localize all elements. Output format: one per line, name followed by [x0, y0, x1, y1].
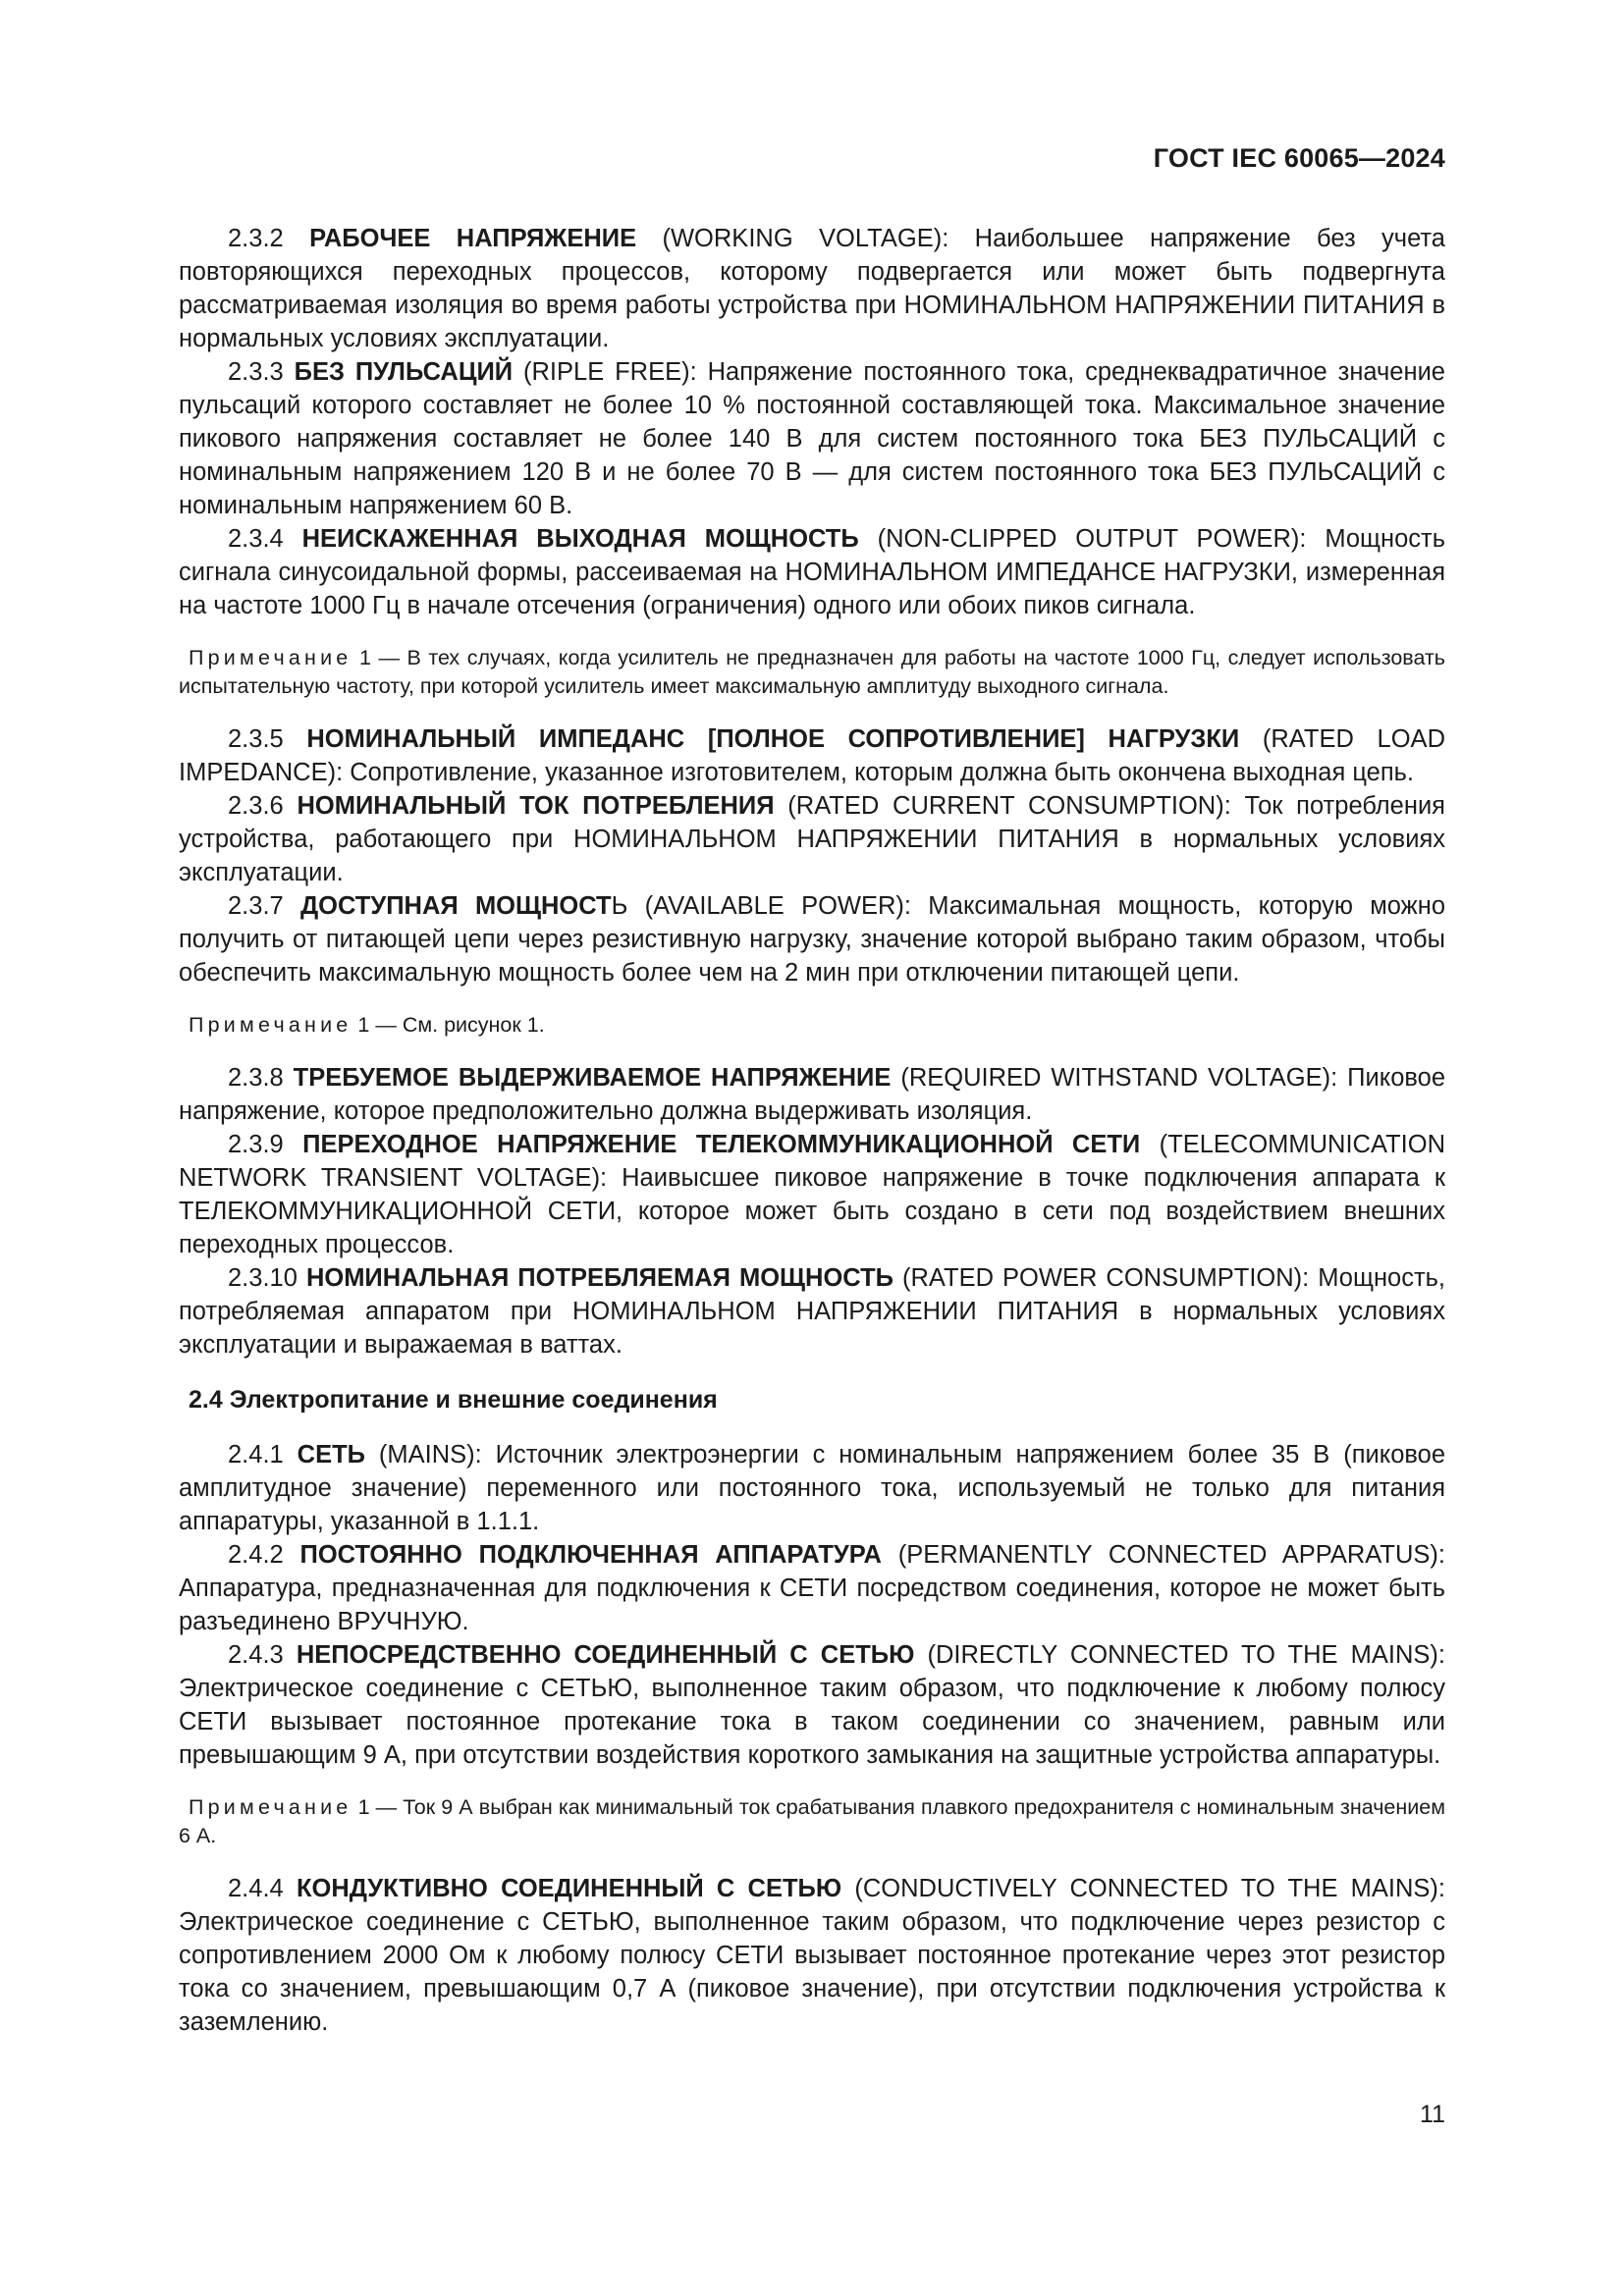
definition-text: (REQUIRED WITHSTAND VOLTAGE): Пиковое напряжение, которое предположительно должна выдерживать изоляция. [179, 1064, 1445, 1125]
clause-number: 2.3.2 [228, 225, 284, 252]
note-text: 1 — Ток 9 А выбран как минимальный ток срабатывания плавкого предохранителя с номинальным значением 6 А. [179, 1795, 1445, 1847]
definition-2-3-3 [179, 355, 1445, 522]
definition-text: (NON-CLIPPED OUTPUT POWER): Мощность сигнала синусоидальной формы, рассеиваемая на НОМИНАЛЬНОМ ИМПЕДАНСЕ НАГРУЗКИ, измеренная на частоте 1000 Гц в начале отсечения (ограничения) одного или обоих пиков сигнала. [179, 525, 1445, 619]
definition-2-3-7 [179, 889, 1445, 989]
note-text: 1 — В тех случаях, когда усилитель не предназначен для работы на частоте 1000 Гц, следует использовать испытательную частоту, при которой усилитель имеет максимальную амплитуду выходного сигнала. [179, 646, 1445, 698]
definition-text: (PERMANENTLY CONNECTED APPARATUS): Аппаратура, предназначенная для подключения к СЕТИ посредством соединения, которое не может быть разъединено ВРУЧНУЮ. [179, 1541, 1446, 1635]
definition-text: (TELECOMMUNICATION NETWORK TRANSIENT VOLTAGE): Наивысшее пиковое напряжение в точке подключения аппарата к ТЕЛЕКОММУНИКАЦИОННОЙ СЕТИ, которое может быть создано в сети под воздействием внешних переходных процессов. [179, 1131, 1445, 1258]
definition-text: (RIPLE FREE): Напряжение постоянного тока, среднеквадратичное значение пульсаций которого составляет не более 10 % постоянной составляющей тока. Максимальное значение пикового напряжения составляет не более 140 В для систем постоянного тока БЕЗ ПУЛЬСАЦИЙ с номинальным напряжением 120 В и не более 70 В — для систем постоянного тока БЕЗ ПУЛЬСАЦИЙ с номинальным напряжением 60 В. [179, 358, 1445, 519]
defined-term-tail: Ь [611, 892, 628, 920]
note-2-4-3 [179, 1793, 1445, 1850]
page-number: 11 [1420, 2101, 1445, 2128]
defined-term: НЕПОСРЕДСТВЕННО СОЕДИНЕННЫЙ С СЕТЬЮ [296, 1641, 915, 1669]
definition-text: (RATED LOAD IMPEDANCE): Сопротивление, указанное изготовителем, которым должна быть окончена выходная цепь. [179, 725, 1445, 786]
note-label: Примечание [189, 1013, 352, 1037]
defined-term: ДОСТУПНАЯ МОЩНОСТ [299, 892, 612, 920]
definition-2-4-4 [179, 1872, 1445, 2039]
definition-text: (RATED POWER CONSUMPTION): Мощность, потребляемая аппаратом при НОМИНАЛЬНОМ НАПРЯЖЕНИИ ПИТАНИЯ в нормальных условиях эксплуатации и выражаемая в ваттах. [179, 1264, 1446, 1359]
definition-2-3-6 [179, 789, 1445, 889]
definition-text: (RATED CURRENT CONSUMPTION): Ток потребления устройства, работающего при НОМИНАЛЬНОМ НАПРЯЖЕНИИ ПИТАНИЯ в нормальных условиях эксплуатации. [179, 792, 1445, 886]
defined-term: НОМИНАЛЬНАЯ ПОТРЕБЛЯЕМАЯ МОЩНОСТЬ [305, 1264, 893, 1292]
note-label: Примечание [189, 1795, 352, 1819]
definition-text: (AVAILABLE POWER): Максимальная мощность, которую можно получить от питающей цепи через резистивную нагрузку, значение которой выбрано таким образом, чтобы обеспечить максимальную мощность более чем на 2 мин при отключении питающей цепи. [179, 892, 1446, 987]
definition-2-3-2 [179, 222, 1445, 355]
clause-number: 2.4.2 [228, 1541, 284, 1569]
definition-2-3-5 [179, 722, 1445, 789]
clause-number: 2.3.3 [228, 358, 284, 386]
clause-number: 2.3.8 [228, 1064, 284, 1092]
document-body [179, 222, 1445, 2039]
clause-number: 2.3.9 [228, 1131, 284, 1158]
definition-2-3-8 [179, 1061, 1445, 1128]
document-code-header: ГОСТ IEC 60065—2024 [1153, 143, 1445, 173]
clause-number: 2.4.3 [228, 1641, 284, 1669]
defined-term: ТРЕБУЕМОЕ ВЫДЕРЖИВАЕМОЕ НАПРЯЖЕНИЕ [293, 1064, 892, 1092]
definition-text: (CONDUCTIVELY CONNECTED TO THE MAINS): Электрическое соединение с СЕТЬЮ, выполненное таким образом, что подключение через резистор с сопротивлением 2000 Ом к любому полюсу СЕТИ вызывает постоянное протекание через этот резистор тока со значением, превышающим 0,7 А (пиковое значение), при отсутствии подключения устройства к заземлению. [179, 1875, 1445, 2036]
clause-number: 2.4.4 [228, 1875, 284, 1902]
note-2-3-4 [179, 644, 1445, 701]
defined-term: НОМИНАЛЬНЫЙ ИМПЕДАНС [ПОЛНОЕ СОПРОТИВЛЕНИЕ] НАГРУЗКИ [306, 725, 1240, 753]
definition-2-4-3 [179, 1638, 1445, 1772]
defined-term: БЕЗ ПУЛЬСАЦИЙ [294, 358, 514, 386]
note-text: 1 — См. рисунок 1. [352, 1013, 545, 1037]
definition-text: (DIRECTLY CONNECTED TO THE MAINS): Электрическое соединение с СЕТЬЮ, выполненное таким образом, что подключение к любому полюсу СЕТИ вызывает постоянное протекание тока в таком соединении со значением, равным или превышающим 9 А, при отсутствии воздействия короткого замыкания на защитные устройства аппаратуры. [179, 1641, 1445, 1769]
definition-2-3-10 [179, 1261, 1445, 1362]
clause-number: 2.3.7 [228, 892, 284, 920]
definition-2-4-1 [179, 1438, 1445, 1538]
clause-number: 2.3.4 [228, 525, 284, 553]
definition-2-3-4 [179, 522, 1445, 622]
defined-term: ПОСТОЯННО ПОДКЛЮЧЕННАЯ АППАРАТУРА [299, 1541, 882, 1569]
clause-number: 2.3.6 [228, 792, 284, 820]
definition-2-4-2 [179, 1538, 1445, 1638]
defined-term: НОМИНАЛЬНЫЙ ТОК ПОТРЕБЛЕНИЯ [297, 792, 775, 820]
definition-text: (MAINS): Источник электроэнергии с номинальным напряжением более 35 В (пиковое амплитудное значение) переменного или постоянного тока, используемый не только для питания аппаратуры, указанной в 1.1.1. [179, 1441, 1445, 1535]
note-label: Примечание [189, 646, 352, 669]
defined-term: КОНДУКТИВНО СОЕДИНЕННЫЙ С СЕТЬЮ [296, 1875, 842, 1902]
definition-text: (WORKING VOLTAGE): Наибольшее напряжение без учета повторяющихся переходных процессов, которому подвергается или может быть подвергнута рассматриваемая изоляция во время работы устройства при НОМИНАЛЬНОМ НАПРЯЖЕНИИ ПИТАНИЯ в нормальных условиях эксплуатации. [179, 225, 1445, 352]
section-heading-2-4: 2.4 Электропитание и внешние соединения [189, 1386, 718, 1414]
defined-term: РАБОЧЕЕ НАПРЯЖЕНИЕ [309, 225, 637, 252]
note-2-3-7 [179, 1011, 1445, 1040]
clause-number: 2.3.5 [228, 725, 284, 753]
clause-number: 2.4.1 [228, 1441, 284, 1468]
defined-term: ПЕРЕХОДНОЕ НАПРЯЖЕНИЕ ТЕЛЕКОММУНИКАЦИОННОЙ СЕТИ [302, 1131, 1141, 1158]
clause-number: 2.3.10 [228, 1264, 298, 1292]
defined-term: НЕИСКАЖЕННАЯ ВЫХОДНАЯ МОЩНОСТЬ [301, 525, 859, 553]
definition-2-3-9 [179, 1128, 1445, 1261]
defined-term: СЕТЬ [297, 1441, 365, 1468]
